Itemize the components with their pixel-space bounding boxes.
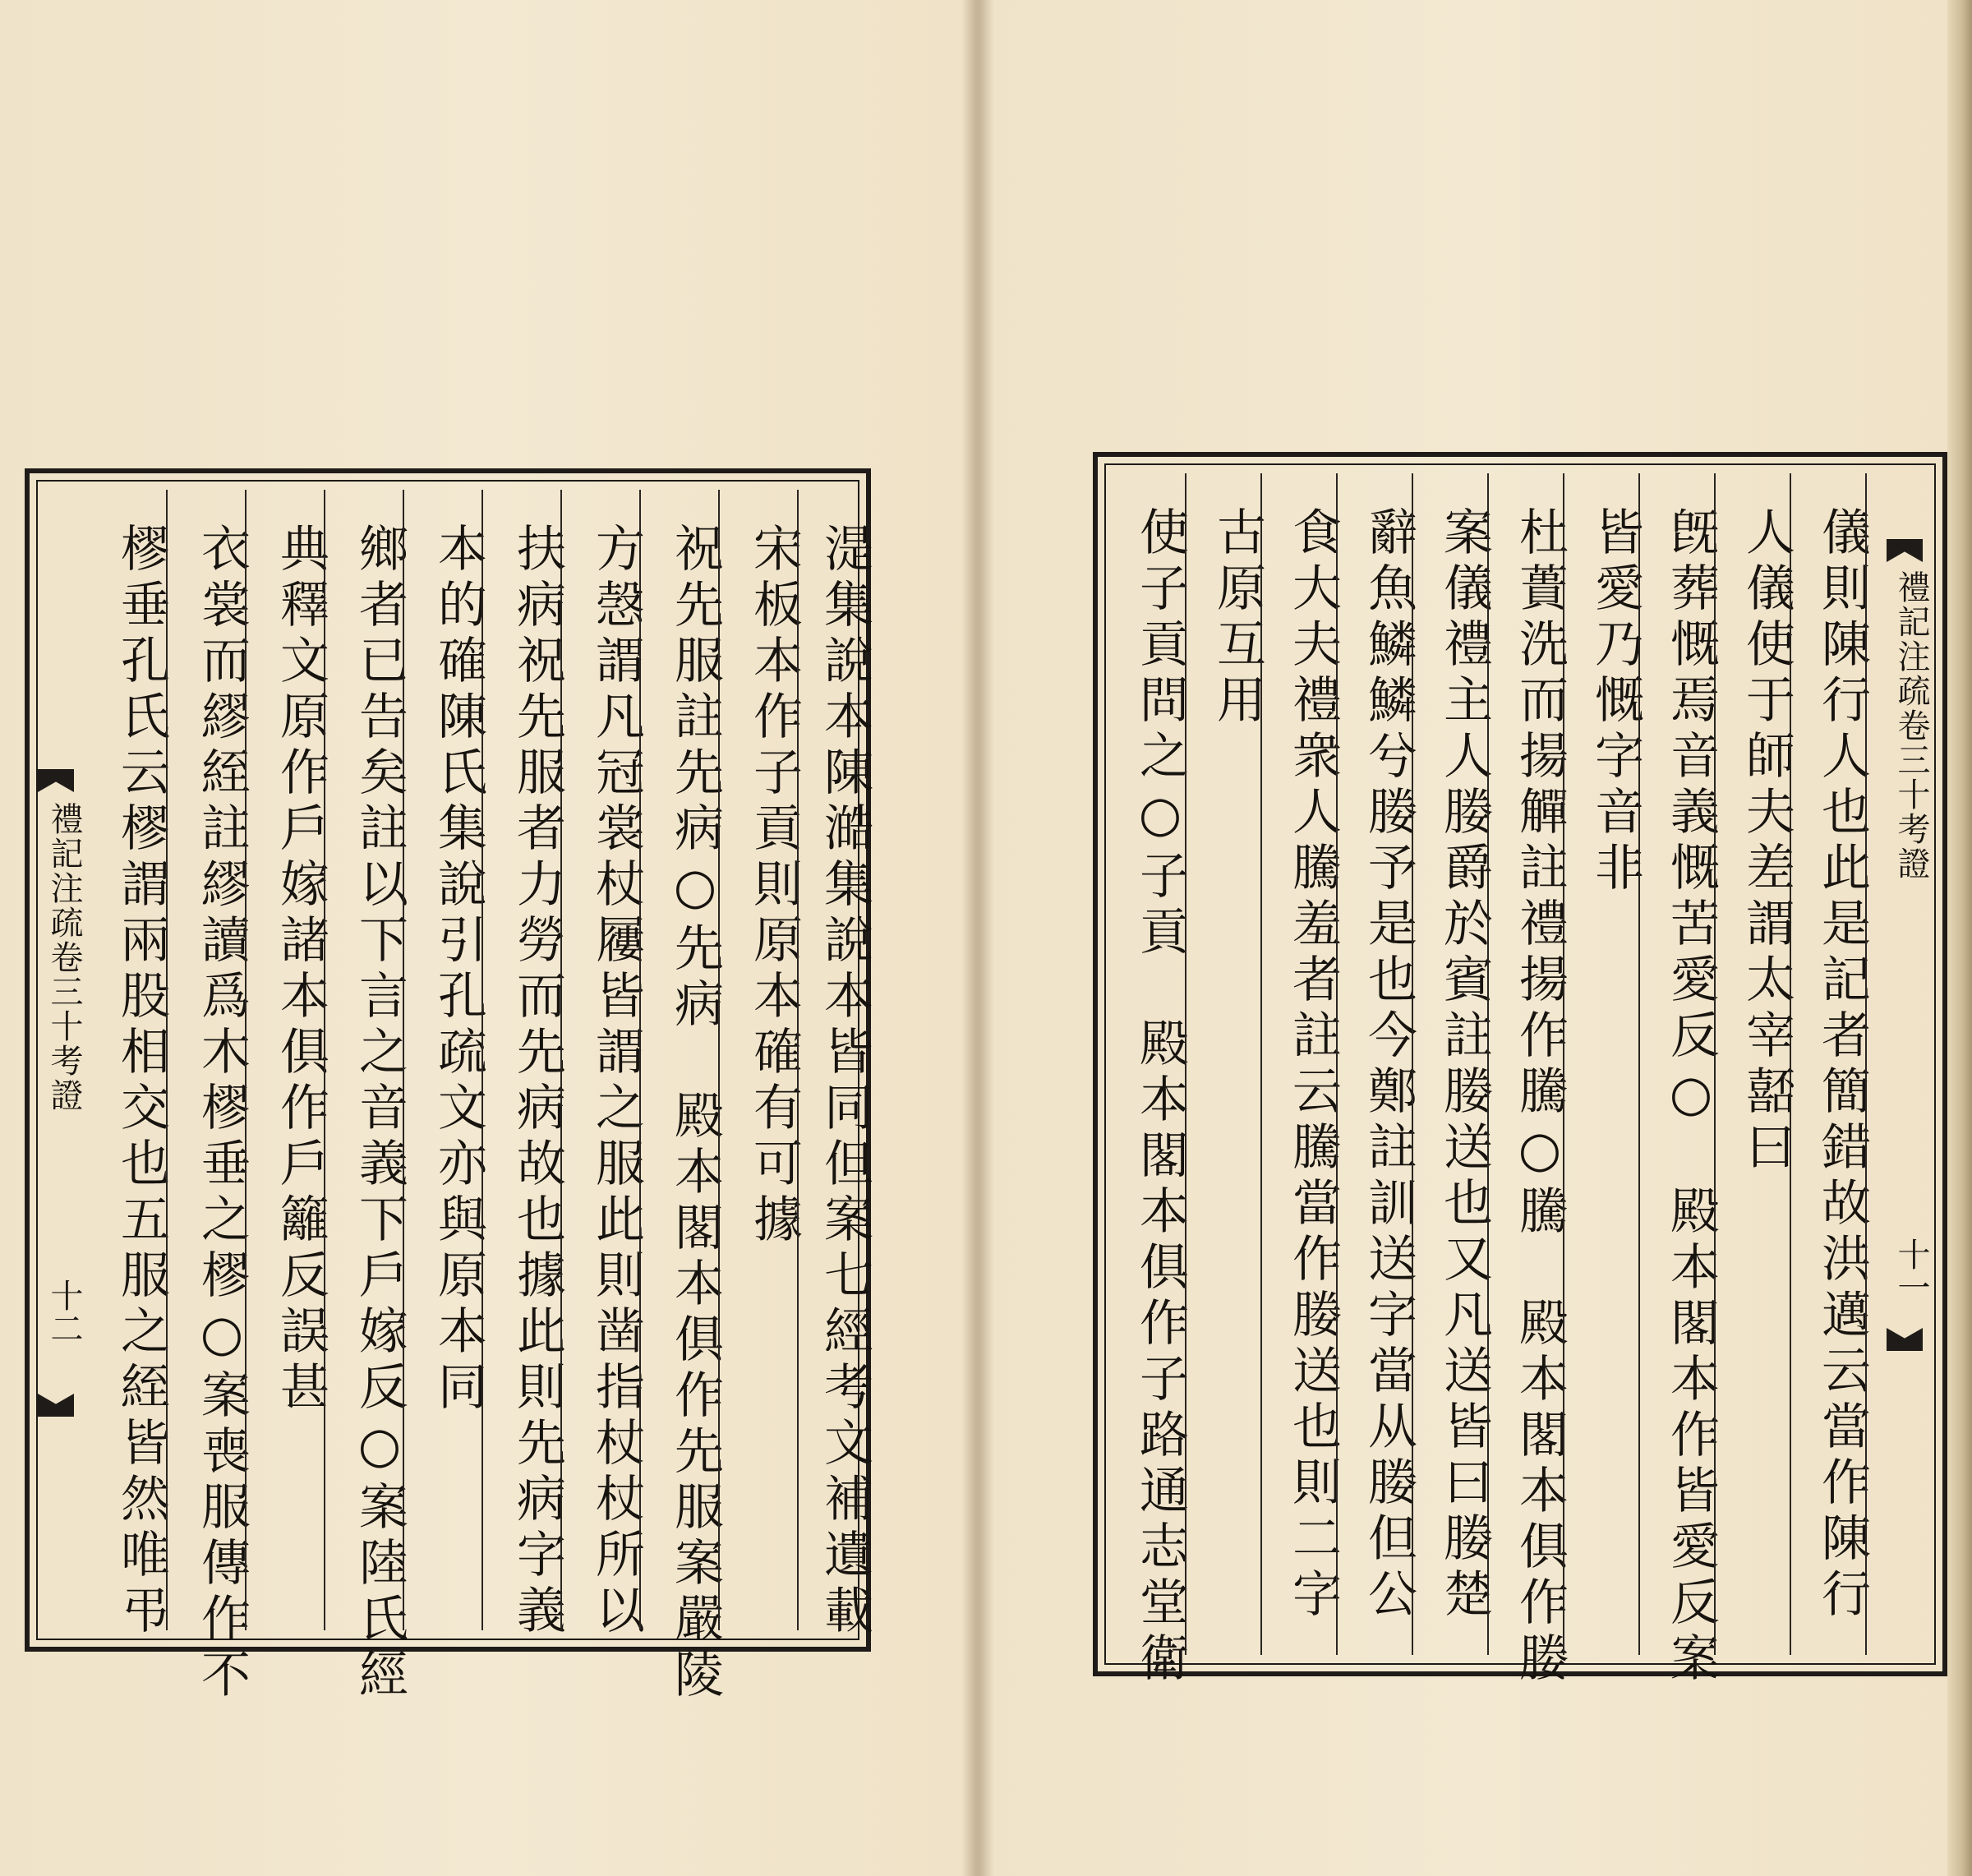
column-text: 旣葬慨焉音義慨苦愛反○ 殿本閣本作皆愛反案 — [1662, 506, 1720, 1688]
text-column — [1790, 473, 1871, 1655]
text-column — [1487, 473, 1569, 1688]
column-text: 皆愛乃慨字音非 — [1587, 506, 1644, 897]
text-column — [1260, 473, 1342, 1655]
text-column — [245, 490, 329, 1630]
column-text: 本的確陳氏集說引孔疏文亦與原本同 — [430, 523, 487, 1417]
column-text: 祝先服註先病○先病 殿本閣本俱作先服案嚴陵 — [666, 523, 724, 1704]
text-column — [1109, 473, 1189, 1688]
column-text: 食大夫禮衆人騰羞者註云騰當作媵送也則二字 — [1284, 506, 1342, 1624]
column-text: 衣裳而繆絰註繆讀爲木樛垂之樛○案喪服傳作不 — [193, 523, 251, 1704]
column-text: 儀則陳行人也此是記者簡錯故洪邁云當作陳行 — [1813, 506, 1871, 1624]
text-column — [166, 490, 251, 1704]
text-column — [1336, 473, 1417, 1655]
right-page-frame — [1093, 452, 1947, 1688]
column-text: 古原互用 — [1209, 506, 1266, 730]
text-column — [403, 490, 487, 1630]
fish-tail-ornament — [38, 1394, 74, 1417]
column-text: 典釋文原作戶嫁諸本俱作戶籬反誤甚 — [272, 523, 329, 1417]
text-column — [1563, 473, 1644, 1655]
fold-page-number: 十二 — [45, 1279, 83, 1344]
right-page — [976, 0, 1972, 1876]
fold-page-number: 十一 — [1892, 1238, 1930, 1303]
column-text: 扶病祝先服者力勞而先病故也據此則先病字義 — [509, 523, 566, 1640]
column-text: 人儀使于師夫差謂太宰嚭曰 — [1738, 506, 1795, 1177]
fish-tail-ornament — [1887, 1328, 1923, 1351]
fold-column — [1865, 473, 1941, 1655]
text-column — [1714, 473, 1795, 1655]
fish-tail-ornament — [38, 769, 74, 792]
column-text: 使子貢問之○子貢 殿本閣本俱作子路通志堂衛 — [1131, 506, 1189, 1688]
left-page — [0, 0, 976, 1876]
left-page-frame — [25, 468, 873, 1704]
fish-tail-ornament — [1887, 539, 1923, 562]
fold-column — [33, 490, 81, 1630]
text-column — [1638, 473, 1720, 1688]
text-column — [718, 490, 803, 1630]
fold-title: 禮記注疏卷三十考證 — [45, 802, 83, 1113]
column-text: 辭魚鱗鱗兮媵予是也今鄭註訓送字當从媵但公 — [1360, 506, 1417, 1624]
column-text: 案儀禮主人媵爵於賓註媵送也又凡送皆曰媵楚 — [1435, 506, 1493, 1624]
text-column — [797, 490, 873, 1640]
text-column — [1185, 473, 1266, 1655]
text-column — [560, 490, 645, 1640]
column-text: 湜集說本陳澔集說本皆同但案七經考文補遺載 — [816, 523, 873, 1640]
text-column — [639, 490, 724, 1704]
text-column-extra — [87, 490, 170, 1640]
column-text: 杜蕢洗而揚觶註禮揚作騰○騰 殿本閣本俱作媵 — [1511, 506, 1569, 1688]
fold-title: 禮記注疏卷三十考證 — [1892, 570, 1930, 881]
column-text: 鄉者已告矣註以下言之音義下戶嫁反○案陸氏經 — [351, 523, 408, 1704]
text-column — [1412, 473, 1493, 1655]
column-text: 宋板本作子貢則原本確有可據 — [745, 523, 803, 1249]
column-text: 樛垂孔氏云樛謂兩股相交也五服之絰皆然唯弔 — [113, 523, 170, 1640]
column-text: 方愨謂凡冠裳杖屨皆謂之服此則凿指杖杖所以 — [587, 523, 645, 1640]
text-column — [481, 490, 566, 1640]
text-column — [324, 490, 408, 1704]
book-edge — [1947, 0, 1972, 1876]
